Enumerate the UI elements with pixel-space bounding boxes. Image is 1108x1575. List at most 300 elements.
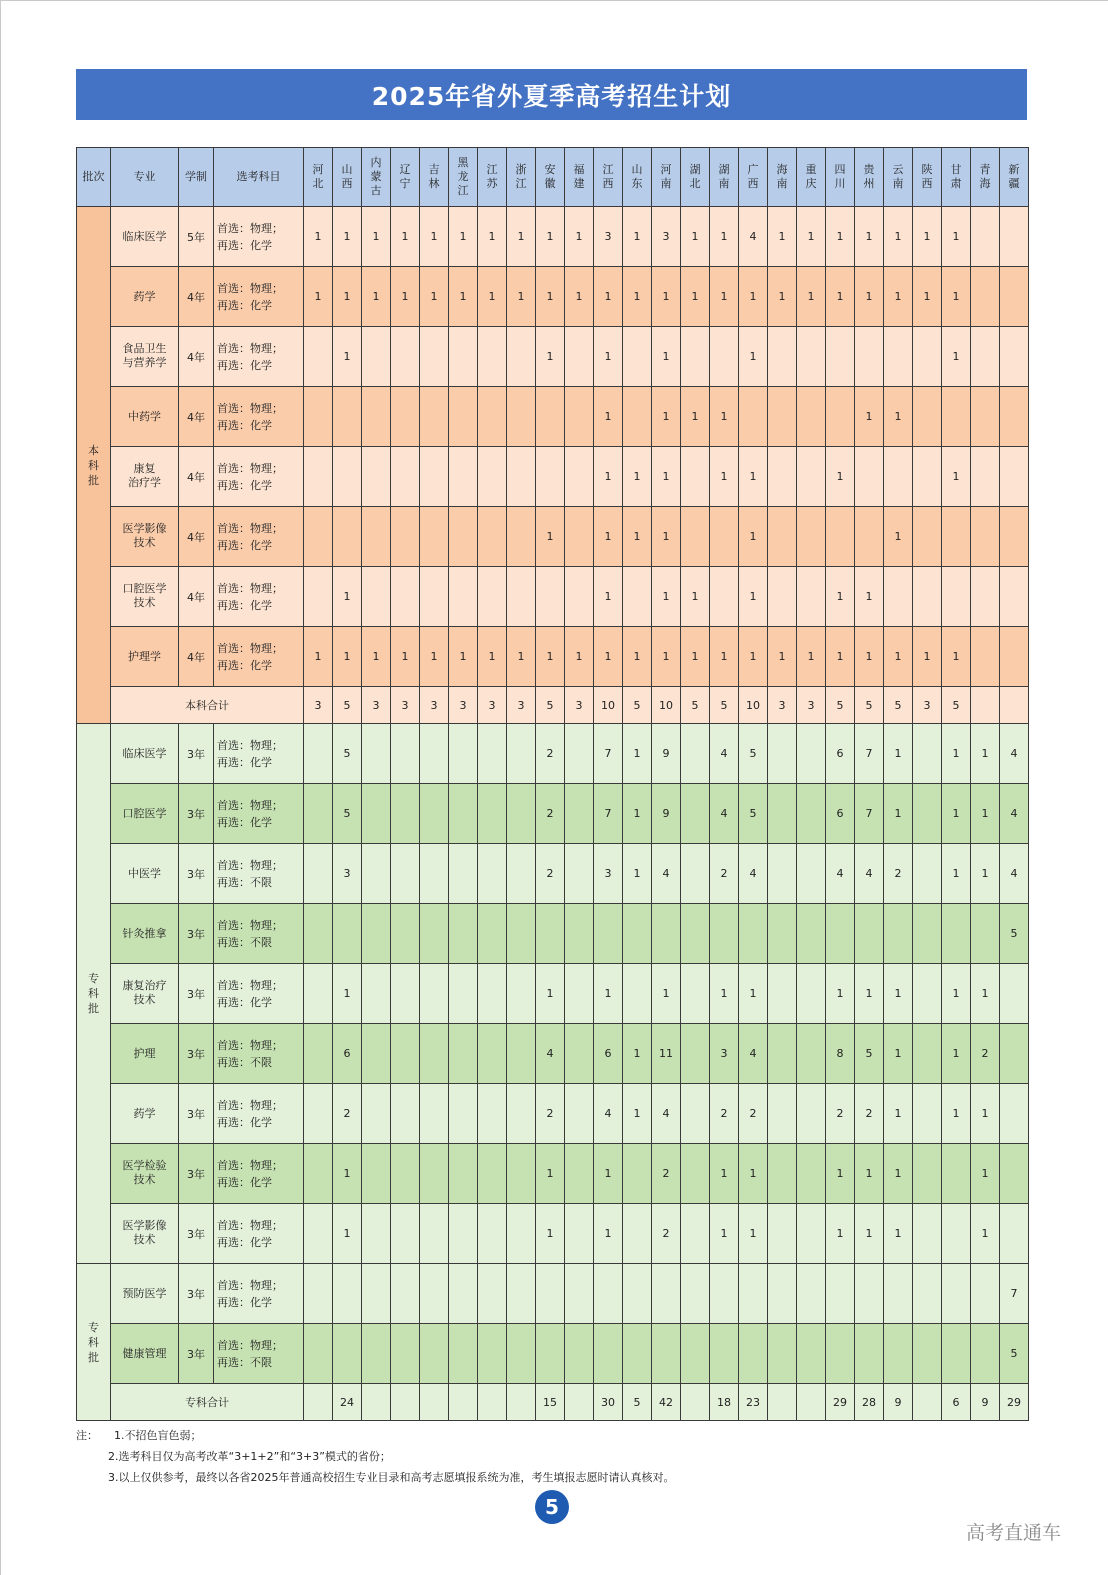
province-label: 山 西: [341, 163, 353, 190]
total-cell: 5: [536, 687, 565, 724]
batch-label: 本 科 批: [88, 443, 99, 487]
province-label: 重 庆: [805, 163, 817, 190]
quota-cell: 6: [826, 784, 855, 844]
years-cell: 3年: [179, 964, 214, 1024]
table-row: [77, 387, 1029, 447]
quota-cell: [478, 724, 507, 784]
quota-cell: [768, 507, 797, 567]
quota-cell: [594, 1324, 623, 1384]
years-cell: 3年: [179, 1024, 214, 1084]
years-cell: 4年: [179, 567, 214, 627]
header-province: [913, 148, 942, 207]
quota-cell: [913, 904, 942, 964]
quota-cell: [681, 784, 710, 844]
quota-cell: 1: [855, 207, 884, 267]
quota-cell: 3: [333, 844, 362, 904]
quota-cell: 1: [652, 447, 681, 507]
quota-cell: 4: [710, 784, 739, 844]
quota-cell: 1: [623, 207, 652, 267]
province-label: 浙 江: [515, 163, 527, 190]
quota-cell: [420, 964, 449, 1024]
quota-cell: [362, 1324, 391, 1384]
major-cell: [111, 904, 179, 964]
quota-cell: [710, 1264, 739, 1324]
quota-cell: [826, 1324, 855, 1384]
header-province: [739, 148, 768, 207]
quota-cell: [478, 1024, 507, 1084]
quota-cell: [478, 1084, 507, 1144]
major-name: 护理学: [128, 649, 161, 663]
quota-cell: [449, 327, 478, 387]
quota-cell: [913, 1024, 942, 1084]
quota-cell: 1: [797, 627, 826, 687]
quota-cell: 7: [1000, 1264, 1029, 1324]
quota-cell: [768, 784, 797, 844]
quota-cell: [623, 1264, 652, 1324]
quota-cell: 1: [826, 567, 855, 627]
total-cell: 5: [710, 687, 739, 724]
quota-cell: [565, 844, 594, 904]
major-cell: [111, 1144, 179, 1204]
page-border-top: [0, 0, 1108, 1]
quota-cell: 1: [710, 964, 739, 1024]
header-province: [710, 148, 739, 207]
quota-cell: [710, 567, 739, 627]
quota-cell: [536, 1264, 565, 1324]
quota-cell: [391, 1204, 420, 1264]
quota-cell: 1: [623, 1024, 652, 1084]
total-cell: 9: [884, 1384, 913, 1421]
total-cell: 3: [768, 687, 797, 724]
total-cell: 28: [855, 1384, 884, 1421]
quota-cell: [478, 387, 507, 447]
header-years: 学制: [179, 148, 214, 207]
major-cell: [111, 1324, 179, 1384]
quota-cell: 1: [391, 627, 420, 687]
subjects-cell: 首选：物理； 再选：化学: [214, 567, 304, 627]
major-cell: [111, 1084, 179, 1144]
quota-cell: [304, 724, 333, 784]
table-row: [77, 627, 1029, 687]
quota-cell: [449, 387, 478, 447]
quota-cell: 1: [826, 1144, 855, 1204]
quota-cell: 1: [333, 1144, 362, 1204]
subjects-cell: 首选：物理； 再选：化学: [214, 507, 304, 567]
quota-cell: [768, 1264, 797, 1324]
subjects-cell: 首选：物理； 再选：化学: [214, 447, 304, 507]
quota-cell: [971, 447, 1000, 507]
quota-cell: [333, 387, 362, 447]
quota-cell: [449, 844, 478, 904]
quota-cell: 1: [420, 627, 449, 687]
quota-cell: 1: [507, 627, 536, 687]
quota-cell: 3: [652, 207, 681, 267]
header-major: 专业: [111, 148, 179, 207]
quota-cell: [420, 507, 449, 567]
subjects-cell: 首选：物理； 再选：不限: [214, 1024, 304, 1084]
quota-cell: [420, 1204, 449, 1264]
quota-cell: [623, 327, 652, 387]
quota-cell: 11: [652, 1024, 681, 1084]
quota-cell: [391, 1324, 420, 1384]
province-label: 湖 南: [718, 163, 730, 190]
quota-cell: [884, 567, 913, 627]
quota-cell: [391, 507, 420, 567]
quota-cell: 1: [942, 1084, 971, 1144]
quota-cell: [855, 507, 884, 567]
quota-cell: [942, 507, 971, 567]
quota-cell: [304, 1264, 333, 1324]
quota-cell: 1: [652, 507, 681, 567]
header-province: [623, 148, 652, 207]
quota-cell: 7: [594, 724, 623, 784]
quota-cell: [478, 1324, 507, 1384]
quota-cell: [507, 1024, 536, 1084]
quota-cell: [565, 1084, 594, 1144]
quota-cell: [855, 1264, 884, 1324]
years-cell: 4年: [179, 507, 214, 567]
years-cell: 3年: [179, 904, 214, 964]
quota-cell: 1: [971, 724, 1000, 784]
quota-cell: 1: [971, 784, 1000, 844]
major-name: 医学影像 技术: [122, 522, 167, 549]
quota-cell: 1: [304, 207, 333, 267]
major-name: 医学检验 技术: [122, 1159, 167, 1186]
quota-cell: 1: [594, 964, 623, 1024]
total-cell: 29: [1000, 1384, 1029, 1421]
total-row: [77, 1384, 1029, 1421]
total-cell: 3: [565, 687, 594, 724]
quota-cell: [739, 904, 768, 964]
quota-cell: [797, 567, 826, 627]
quota-cell: 2: [536, 844, 565, 904]
quota-cell: [971, 387, 1000, 447]
quota-cell: 1: [652, 964, 681, 1024]
quota-cell: [1000, 387, 1029, 447]
quota-cell: 1: [971, 1204, 1000, 1264]
quota-cell: 1: [855, 1144, 884, 1204]
quota-cell: 1: [884, 207, 913, 267]
quota-cell: 1: [855, 964, 884, 1024]
quota-cell: 1: [565, 207, 594, 267]
major-name: 康复治疗 技术: [122, 979, 167, 1006]
quota-cell: 1: [942, 844, 971, 904]
province-label: 四 川: [834, 163, 846, 190]
quota-cell: [362, 507, 391, 567]
total-cell: 3: [391, 687, 420, 724]
quota-cell: 1: [855, 387, 884, 447]
quota-cell: [681, 904, 710, 964]
header-province: [797, 148, 826, 207]
quota-cell: 2: [536, 724, 565, 784]
major-name: 针灸推拿: [122, 926, 167, 940]
quota-cell: [391, 784, 420, 844]
quota-cell: 7: [594, 784, 623, 844]
enrollment-plan-table: [76, 147, 1029, 1421]
quota-cell: [449, 724, 478, 784]
quota-cell: 1: [565, 267, 594, 327]
note-1: 1.不招色盲色弱；: [114, 1429, 202, 1442]
quota-cell: [652, 1324, 681, 1384]
years-cell: 4年: [179, 447, 214, 507]
quota-cell: [478, 904, 507, 964]
quota-cell: [1000, 1204, 1029, 1264]
quota-cell: [565, 724, 594, 784]
quota-cell: 4: [739, 207, 768, 267]
table-row: [77, 784, 1029, 844]
quota-cell: 2: [739, 1084, 768, 1144]
quota-cell: [855, 447, 884, 507]
quota-cell: [942, 567, 971, 627]
quota-cell: [768, 1324, 797, 1384]
quota-cell: 1: [536, 1204, 565, 1264]
quota-cell: [1000, 507, 1029, 567]
quota-cell: [913, 567, 942, 627]
quota-cell: [768, 1204, 797, 1264]
quota-cell: [304, 964, 333, 1024]
quota-cell: [420, 1024, 449, 1084]
quota-cell: 7: [855, 784, 884, 844]
quota-cell: [565, 904, 594, 964]
major-name: 临床医学: [122, 746, 167, 760]
quota-cell: [449, 904, 478, 964]
quota-cell: [623, 1144, 652, 1204]
years-cell: 3年: [179, 1204, 214, 1264]
total-cell: [797, 1384, 826, 1421]
quota-cell: [478, 567, 507, 627]
quota-cell: 1: [913, 267, 942, 327]
quota-cell: [1000, 567, 1029, 627]
quota-cell: [768, 904, 797, 964]
quota-cell: [304, 327, 333, 387]
quota-cell: [826, 1264, 855, 1324]
header-province: [652, 148, 681, 207]
total-cell: 6: [942, 1384, 971, 1421]
quota-cell: [710, 507, 739, 567]
subjects-cell: 首选：物理； 再选：不限: [214, 844, 304, 904]
quota-cell: 1: [362, 627, 391, 687]
quota-cell: [971, 627, 1000, 687]
quota-cell: 1: [826, 964, 855, 1024]
quota-cell: [362, 327, 391, 387]
quota-cell: [768, 567, 797, 627]
quota-cell: [391, 447, 420, 507]
years-cell: 3年: [179, 784, 214, 844]
quota-cell: 1: [884, 627, 913, 687]
quota-cell: [1000, 267, 1029, 327]
quota-cell: [681, 507, 710, 567]
subjects-cell: 首选：物理； 再选：化学: [214, 1204, 304, 1264]
header-province: [826, 148, 855, 207]
total-cell: [304, 1384, 333, 1421]
quota-cell: 6: [333, 1024, 362, 1084]
quota-cell: 4: [826, 844, 855, 904]
quota-cell: 1: [623, 627, 652, 687]
quota-cell: 1: [681, 267, 710, 327]
quota-cell: [420, 567, 449, 627]
quota-cell: [797, 1084, 826, 1144]
quota-cell: [971, 1264, 1000, 1324]
quota-cell: 5: [739, 724, 768, 784]
quota-cell: 1: [739, 507, 768, 567]
quota-cell: [362, 724, 391, 784]
subjects-cell: 首选：物理； 再选：化学: [214, 724, 304, 784]
quota-cell: [1000, 447, 1029, 507]
major-cell: [111, 267, 179, 327]
total-cell: 3: [362, 687, 391, 724]
quota-cell: 5: [1000, 1324, 1029, 1384]
header-province: [420, 148, 449, 207]
province-label: 江 苏: [486, 163, 498, 190]
quota-cell: [942, 1324, 971, 1384]
total-cell: 23: [739, 1384, 768, 1421]
header-province: [536, 148, 565, 207]
quota-cell: [391, 724, 420, 784]
quota-cell: 1: [710, 387, 739, 447]
quota-cell: [797, 1024, 826, 1084]
major-cell: [111, 784, 179, 844]
quota-cell: 1: [942, 207, 971, 267]
quota-cell: [420, 1324, 449, 1384]
page-border: [0, 0, 1, 1575]
quota-cell: 1: [826, 267, 855, 327]
quota-cell: [913, 724, 942, 784]
quota-cell: [565, 1144, 594, 1204]
quota-cell: [1000, 327, 1029, 387]
quota-cell: [1000, 1144, 1029, 1204]
years-cell: 3年: [179, 1144, 214, 1204]
major-name: 食品卫生 与营养学: [122, 342, 167, 369]
quota-cell: [362, 844, 391, 904]
header-province: [971, 148, 1000, 207]
quota-cell: 2: [536, 784, 565, 844]
quota-cell: 8: [826, 1024, 855, 1084]
years-cell: 5年: [179, 207, 214, 267]
quota-cell: [391, 387, 420, 447]
note-2: 2.选考科目仅为高考改革“3+1+2”和“3+3”模式的省份；: [108, 1450, 391, 1463]
quota-cell: 4: [652, 844, 681, 904]
quota-cell: 3: [594, 844, 623, 904]
years-cell: 4年: [179, 387, 214, 447]
quota-cell: [478, 1204, 507, 1264]
quota-cell: [768, 447, 797, 507]
quota-cell: 1: [855, 627, 884, 687]
quota-cell: [507, 1084, 536, 1144]
subjects-cell: 首选：物理； 再选：化学: [214, 627, 304, 687]
quota-cell: 1: [536, 507, 565, 567]
quota-cell: 1: [884, 1084, 913, 1144]
quota-cell: 1: [333, 327, 362, 387]
quota-cell: 1: [391, 207, 420, 267]
quota-cell: [507, 447, 536, 507]
major-name: 口腔医学: [122, 806, 167, 820]
quota-cell: 1: [652, 627, 681, 687]
major-name: 口腔医学 技术: [122, 582, 167, 609]
quota-cell: [333, 507, 362, 567]
quota-cell: 1: [739, 447, 768, 507]
total-cell: 3: [449, 687, 478, 724]
table-row: [77, 1084, 1029, 1144]
quota-cell: [449, 1084, 478, 1144]
province-label: 湖 北: [689, 163, 701, 190]
quota-cell: [362, 1264, 391, 1324]
quota-cell: [797, 507, 826, 567]
quota-cell: 1: [304, 627, 333, 687]
quota-cell: 1: [855, 567, 884, 627]
total-cell: 42: [652, 1384, 681, 1421]
quota-cell: [449, 1024, 478, 1084]
province-label: 云 南: [892, 163, 904, 190]
quota-cell: [971, 904, 1000, 964]
total-cell: 3: [797, 687, 826, 724]
quota-cell: 1: [739, 267, 768, 327]
total-cell: [391, 1384, 420, 1421]
province-label: 吉 林: [428, 163, 440, 190]
major-name: 护理: [133, 1046, 156, 1060]
quota-cell: [913, 844, 942, 904]
subjects-cell: 首选：物理； 再选：化学: [214, 267, 304, 327]
quota-cell: [420, 784, 449, 844]
quota-cell: 1: [710, 627, 739, 687]
quota-cell: 5: [1000, 904, 1029, 964]
quota-cell: [913, 1264, 942, 1324]
quota-cell: [449, 1324, 478, 1384]
quota-cell: [420, 844, 449, 904]
quota-cell: [507, 387, 536, 447]
quota-cell: [623, 567, 652, 627]
total-cell: [768, 1384, 797, 1421]
total-cell: [971, 687, 1000, 724]
quota-cell: [797, 964, 826, 1024]
table-row: [77, 904, 1029, 964]
quota-cell: [826, 904, 855, 964]
batch-label: 专 科 批: [88, 972, 99, 1015]
quota-cell: 1: [942, 327, 971, 387]
quota-cell: [681, 844, 710, 904]
major-cell: [111, 724, 179, 784]
quota-cell: [362, 784, 391, 844]
quota-cell: 1: [884, 964, 913, 1024]
quota-cell: [681, 327, 710, 387]
quota-cell: 1: [536, 627, 565, 687]
total-cell: [420, 1384, 449, 1421]
quota-cell: 1: [797, 207, 826, 267]
quota-cell: [333, 1264, 362, 1324]
quota-cell: 1: [971, 844, 1000, 904]
quota-cell: [797, 1144, 826, 1204]
quota-cell: 1: [826, 447, 855, 507]
table-row: [77, 1024, 1029, 1084]
quota-cell: [884, 904, 913, 964]
quota-cell: 1: [594, 267, 623, 327]
major-name: 药学: [133, 289, 156, 303]
quota-cell: [681, 964, 710, 1024]
major-cell: [111, 1264, 179, 1324]
quota-cell: [536, 447, 565, 507]
quota-cell: [304, 1144, 333, 1204]
quota-cell: [507, 964, 536, 1024]
quota-cell: [565, 447, 594, 507]
quota-cell: [304, 844, 333, 904]
quota-cell: [420, 327, 449, 387]
quota-cell: 1: [913, 627, 942, 687]
batch-cell: [77, 1264, 111, 1421]
major-cell: [111, 507, 179, 567]
total-label: 专科合计: [111, 1384, 304, 1421]
quota-cell: 2: [884, 844, 913, 904]
quota-cell: [507, 844, 536, 904]
quota-cell: [362, 1024, 391, 1084]
